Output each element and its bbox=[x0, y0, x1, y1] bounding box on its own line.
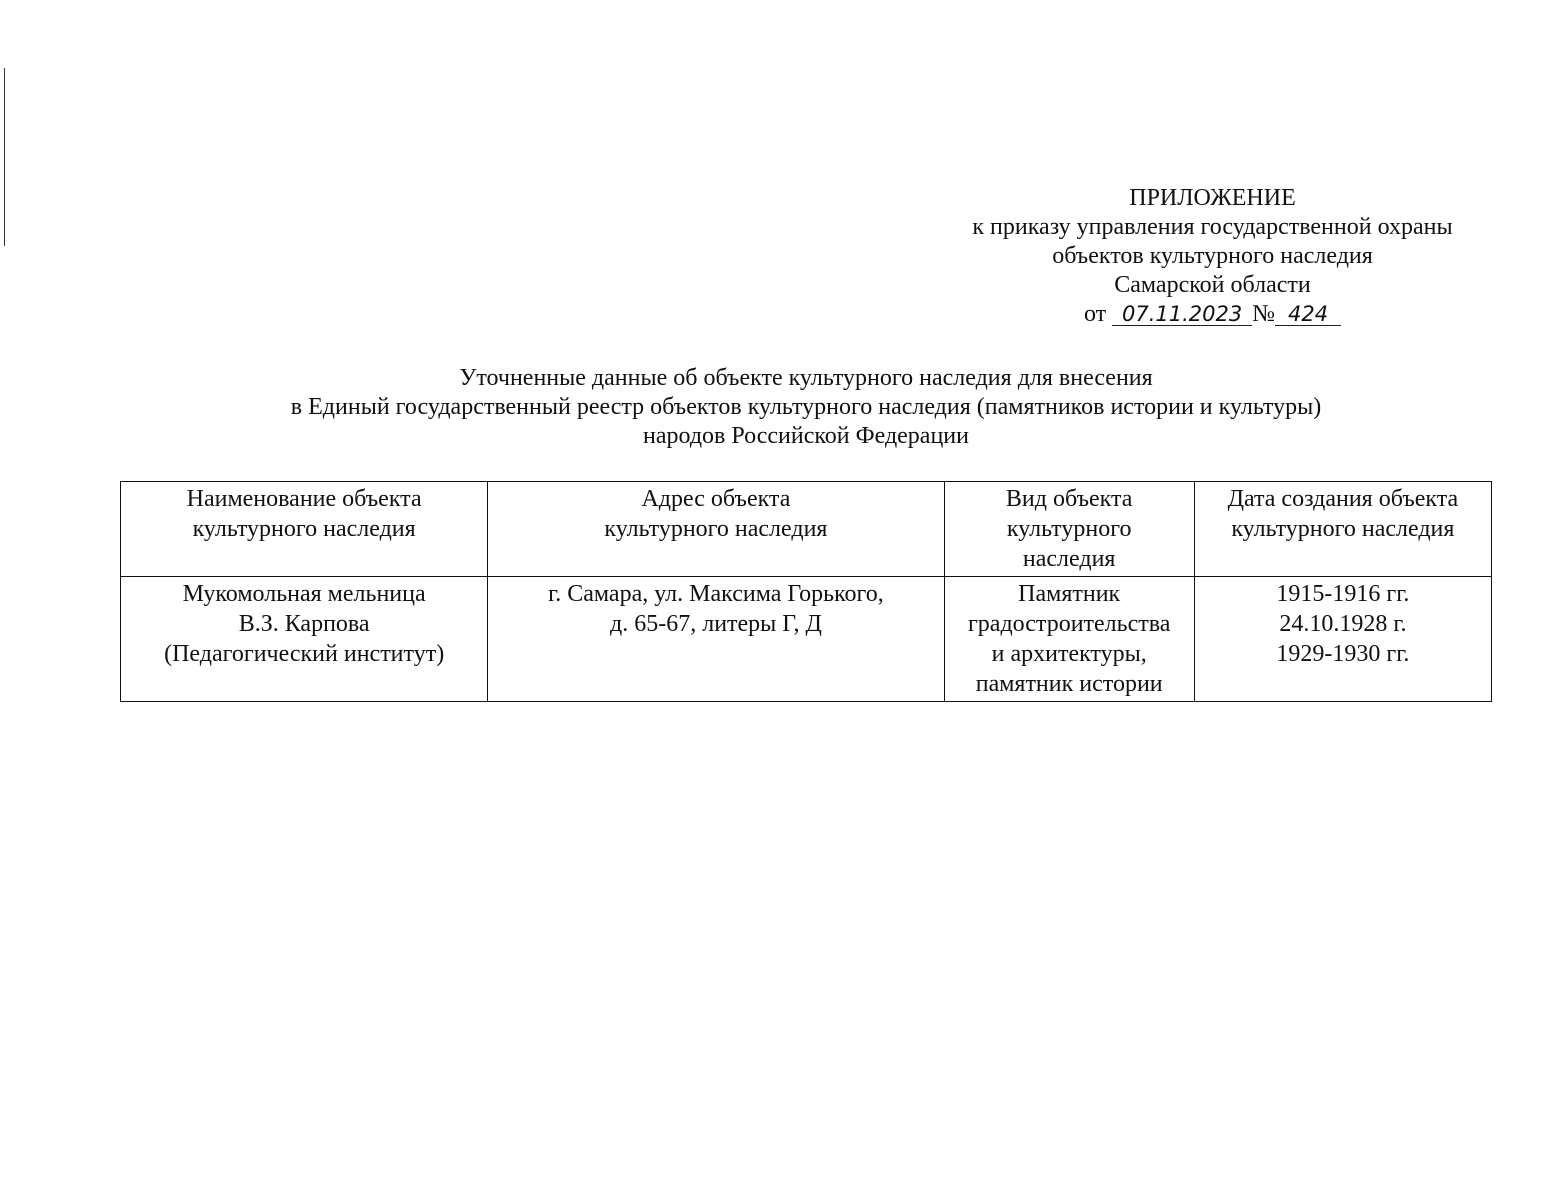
appendix-block bbox=[940, 184, 1485, 329]
header-date-line-2: культурного наследия bbox=[1231, 516, 1455, 542]
header-type-line-2: культурного bbox=[1006, 516, 1132, 542]
appendix-line-3: Самарской области bbox=[1114, 272, 1311, 298]
document-heading bbox=[120, 364, 1492, 451]
object-name-line-2: В.З. Карпова bbox=[238, 611, 370, 637]
appendix-title: ПРИЛОЖЕНИЕ bbox=[1129, 185, 1296, 211]
header-address-line-1: Адрес объекта bbox=[641, 486, 791, 512]
object-type-line-1: Памятник bbox=[1018, 581, 1121, 607]
object-date-line-3: 1929-1930 гг. bbox=[1276, 641, 1410, 667]
appendix-line-1: к приказу управления государственной охраны bbox=[972, 214, 1453, 240]
header-address-line-2: культурного наследия bbox=[604, 516, 828, 542]
scan-edge-mark bbox=[4, 68, 5, 246]
cell-object-dates bbox=[1194, 577, 1491, 702]
object-address-line-2: д. 65-67, литеры Г, Д bbox=[610, 611, 822, 637]
order-number-handwritten: 424 bbox=[1275, 303, 1341, 326]
object-date-line-2: 24.10.1928 г. bbox=[1279, 611, 1407, 637]
object-address-line-1: г. Самара, ул. Максима Горького, bbox=[548, 581, 884, 607]
header-type-line-3: наследия bbox=[1022, 546, 1116, 572]
object-type-line-2: градостроительства bbox=[967, 611, 1171, 637]
cell-object-type bbox=[944, 577, 1194, 702]
header-address bbox=[488, 482, 944, 577]
table-header-row bbox=[121, 482, 1492, 577]
date-prefix: от bbox=[1083, 301, 1107, 327]
header-name bbox=[121, 482, 488, 577]
number-sign: № bbox=[1252, 301, 1276, 327]
header-type bbox=[944, 482, 1194, 577]
cell-object-address bbox=[488, 577, 944, 702]
object-name-line-1: Мукомольная мельница bbox=[182, 581, 426, 607]
table-row bbox=[121, 577, 1492, 702]
object-type-line-3: и архитектуры, bbox=[991, 641, 1147, 667]
heading-line-3: народов Российской Федерации bbox=[643, 423, 969, 449]
object-name-line-3: (Педагогический институт) bbox=[164, 641, 445, 667]
order-date-handwritten: 07.11.2023 bbox=[1112, 303, 1252, 326]
heading-line-2: в Единый государственный реестр объектов культурного наследия (памятников истории и культуры) bbox=[290, 394, 1322, 420]
header-type-line-1: Вид объекта bbox=[1005, 486, 1133, 512]
heritage-table bbox=[120, 481, 1492, 702]
appendix-line-2: объектов культурного наследия bbox=[1052, 243, 1373, 269]
cell-object-name bbox=[121, 577, 488, 702]
heading-line-1: Уточненные данные об объекте культурного наследия для внесения bbox=[459, 365, 1153, 391]
header-name-line-1: Наименование объекта bbox=[186, 486, 422, 512]
object-date-line-1: 1915-1916 гг. bbox=[1276, 581, 1410, 607]
object-type-line-4: памятник истории bbox=[975, 671, 1163, 697]
header-name-line-2: культурного наследия bbox=[192, 516, 416, 542]
header-date-line-1: Дата создания объекта bbox=[1227, 486, 1459, 512]
header-date bbox=[1194, 482, 1491, 577]
order-date-line bbox=[940, 300, 1485, 329]
